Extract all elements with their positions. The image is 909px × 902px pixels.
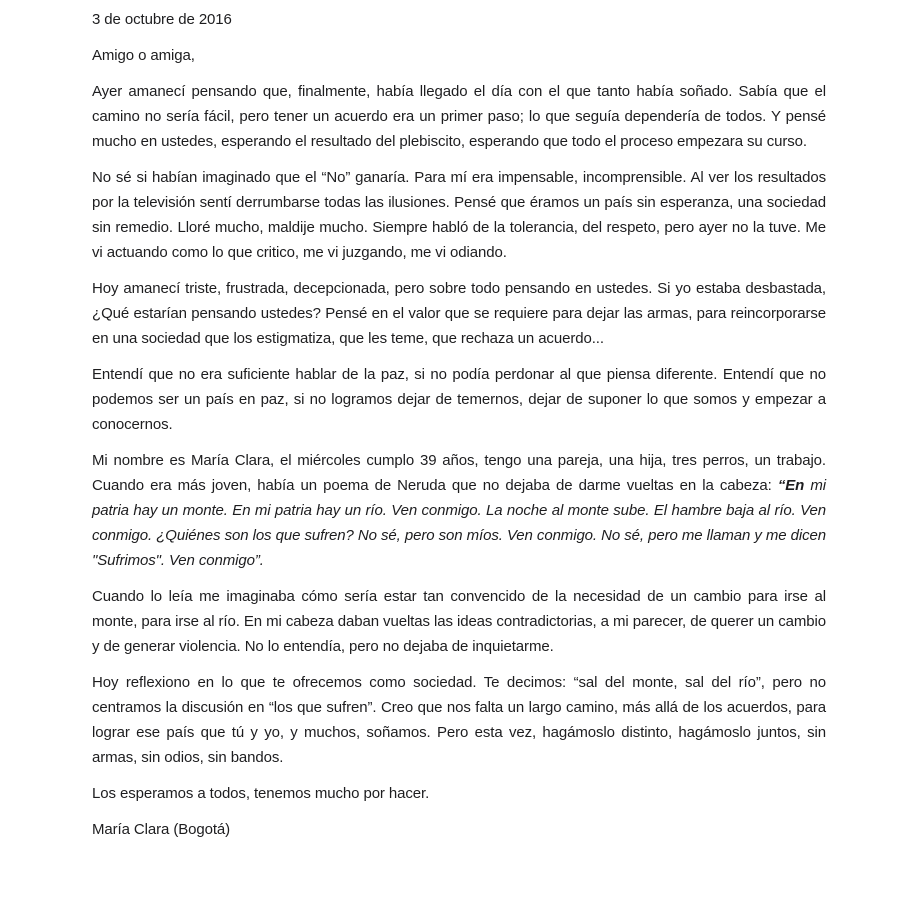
letter-closing: Los esperamos a todos, tenemos mucho por hacer. bbox=[92, 785, 430, 802]
paragraph-reflection-poem: Cuando lo leía me imaginaba cómo sería estar tan convencido de la necesidad de un cambio para irse al monte, para irse al río. En mi cabeza daban vueltas las ideas contradictorias, a mi parecer, de querer un cambio y de generar violencia. No lo entendía, pero no dejaba de inquietarme. bbox=[92, 588, 826, 655]
paragraph-understanding: Entendí que no era suficiente hablar de la paz, si no podía perdonar al que piensa diferente. Entendí que no podemos ser un país en paz, si no logramos dejar de temernos, dejar de suponer lo que somos y empezar a conocernos. bbox=[92, 366, 826, 433]
letter-salutation: Amigo o amiga, bbox=[92, 47, 195, 64]
poem-quote-text: mi patria hay un monte. En mi patria hay un río. Ven conmigo. La noche al monte sube. El hambre baja al río. Ven conmigo. ¿Quiénes son los que sufren? No sé, pero son míos. Ven conmigo. No sé, pero me llaman y me dicen "Sufrimos". Ven conmigo”. bbox=[92, 477, 826, 569]
poem-opening-words: “En bbox=[777, 477, 805, 494]
paragraph-society-offer: Hoy reflexiono en lo que te ofrecemos como sociedad. Te decimos: “sal del monte, sal del río”, pero no centramos la discusión en “los que sufren”. Creo que nos falta un largo camino, más allá de los acuerdos, para lograr ese país que tú y yo, y muchos, soñamos. Pero esta vez, hagámoslo distinto, hagámoslo juntos, sin armas, sin odios, sin bandos. bbox=[92, 674, 826, 766]
paragraph-introduction-poem bbox=[92, 448, 826, 573]
paragraph-no-victory: No sé si habían imaginado que el “No” ganaría. Para mí era impensable, incomprensible. Al ver los resultados por la televisión sentí derrumbarse todas las ilusiones. Pensé que éramos un país sin esperanza, una sociedad sin remedio. Lloré mucho, maldije mucho. Siempre habló de la tolerancia, del respeto, pero ayer no la tuve. Me vi actuando como lo que critico, me vi juzgando, me vi odiando. bbox=[92, 169, 826, 261]
letter-date: 3 de octubre de 2016 bbox=[92, 11, 232, 28]
paragraph-opening-day: Ayer amanecí pensando que, finalmente, había llegado el día con el que tanto había soñado. Sabía que el camino no sería fácil, pero tener un acuerdo era un primer paso; lo que seguía dependería de todos. Y pensé mucho en ustedes, esperando el resultado del plebiscito, esperando que todo el proceso empezara su curso. bbox=[92, 83, 826, 150]
paragraph-sadness: Hoy amanecí triste, frustrada, decepcionada, pero sobre todo pensando en ustedes. Si yo estaba desbastada, ¿Qué estarían pensando ustedes? Pensé en el valor que se requiere para dejar las armas, para reincorporarse en una sociedad que los estigmatiza, que les teme, que rechaza un acuerdo... bbox=[92, 280, 826, 347]
poem-intro-text: Mi nombre es María Clara, el miércoles cumplo 39 años, tengo una pareja, una hija, tres perros, un trabajo. Cuando era más joven, había un poema de Neruda que no dejaba de darme vueltas en la cabeza: bbox=[92, 452, 826, 494]
letter-signature: María Clara (Bogotá) bbox=[92, 821, 231, 838]
